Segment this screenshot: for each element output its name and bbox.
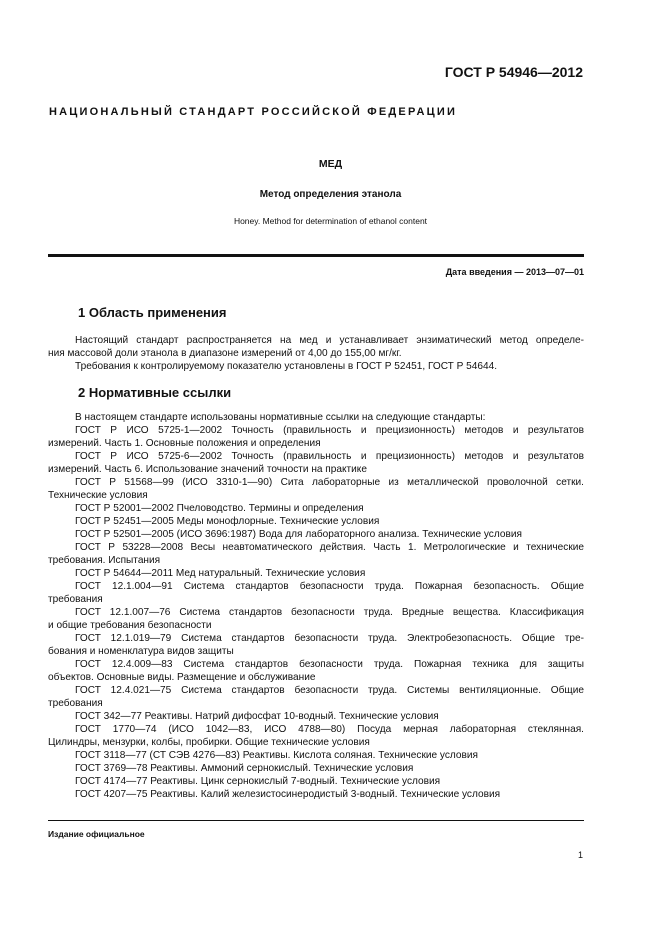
document-subtitle: Метод определения этанола <box>259 189 402 200</box>
reference-line: измерений. Часть 1. Основные положения и определения <box>48 438 321 449</box>
reference-line: объектов. Основные виды. Размещение и обслуживание <box>48 672 316 683</box>
body-line: В настоящем стандарте использованы нормативные ссылки на следующие стандарты: <box>75 412 486 423</box>
reference-line: ГОСТ Р 52501—2005 (ИСО 3696:1987) Вода для лабораторного анализа. Технические условия <box>75 529 522 540</box>
standard-header-band: НАЦИОНАЛЬНЫЙ СТАНДАРТ РОССИЙСКОЙ ФЕДЕРАЦИИ <box>49 106 458 118</box>
introduction-date: Дата введения — 2013—07—01 <box>445 267 584 277</box>
document-title: МЕД <box>318 158 343 170</box>
document-title-english: Honey. Method for determination of ethanol content <box>233 216 428 226</box>
reference-line: ГОСТ Р 53228—2008 Весы неавтоматического действия. Часть 1. Метрологические и технические <box>75 542 584 553</box>
reference-line: требования <box>48 698 103 709</box>
reference-line: требования. Испытания <box>48 555 161 566</box>
reference-line: ГОСТ 3118—77 (СТ СЭВ 4276—83) Реактивы. Кислота соляная. Технические условия <box>75 750 478 761</box>
reference-line: ГОСТ Р 54644—2011 Мед натуральный. Технические условия <box>75 568 366 579</box>
reference-line: ГОСТ 4207—75 Реактивы. Калий железистосинеродистый 3-водный. Технические условия <box>75 789 501 800</box>
reference-line: ГОСТ 12.4.009—83 Система стандартов безопасности труда. Пожарная техника для защиты <box>75 659 584 670</box>
reference-line: ГОСТ 342—77 Реактивы. Натрий дифосфат 10-водный. Технические условия <box>75 711 439 722</box>
reference-line: ГОСТ 3769—78 Реактивы. Аммоний сернокислый. Технические условия <box>75 763 414 774</box>
reference-line: и общие требования безопасности <box>48 620 212 631</box>
page-number: 1 <box>577 850 583 860</box>
header-divider <box>48 254 584 257</box>
section-1-body <box>48 334 584 373</box>
gost-code: ГОСТ Р 54946—2012 <box>444 64 583 80</box>
reference-line: ГОСТ 1770—74 (ИСО 1042—83, ИСО 4788—80) Посуда мерная лабораторная стеклянная. <box>75 724 584 735</box>
edition-note: Издание официальное <box>48 829 145 839</box>
reference-line: ГОСТ Р ИСО 5725-1—2002 Точность (правильность и прецизионность) методов и результатов <box>75 425 584 436</box>
reference-line: ГОСТ 4174—77 Реактивы. Цинк сернокислый 7-водный. Технические условия <box>75 776 441 787</box>
body-line: Настоящий стандарт распространяется на мед и устанавливает энзиматический метод определе- <box>75 335 584 346</box>
section-2-body <box>48 411 584 801</box>
body-line: Требования к контролируемому показателю установлены в ГОСТ Р 52451, ГОСТ Р 54644. <box>75 361 498 372</box>
reference-line: ГОСТ 12.1.004—91 Система стандартов безопасности труда. Пожарная безопасность. Общие <box>75 581 584 592</box>
section-2-title: 2 Нормативные ссылки <box>78 385 232 400</box>
reference-line: ГОСТ 12.4.021—75 Система стандартов безопасности труда. Системы вентиляционные. Общие <box>75 685 584 696</box>
reference-line: бования и номенклатура видов защиты <box>48 646 234 657</box>
reference-line: ГОСТ Р ИСО 5725-6—2002 Точность (правильность и прецизионность) методов и результатов <box>75 451 584 462</box>
reference-line: Цилиндры, мензурки, колбы, пробирки. Общие технические условия <box>48 737 370 748</box>
reference-line: Технические условия <box>48 490 148 501</box>
section-1-title: 1 Область применения <box>78 305 227 320</box>
reference-line: ГОСТ Р 52451—2005 Меды монофлорные. Технические условия <box>75 516 380 527</box>
reference-line: ГОСТ Р 51568—99 (ИСО 3310-1—90) Сита лабораторные из металлической проволочной сетки. <box>75 477 584 488</box>
body-line: ния массовой доли этанола в диапазоне измерений от 4,00 до 155,00 мг/кг. <box>48 348 402 359</box>
reference-line: ГОСТ 12.1.007—76 Система стандартов безопасности труда. Вредные вещества. Классификация <box>75 607 584 618</box>
reference-line: измерений. Часть 6. Использование значений точности на практике <box>48 464 367 475</box>
reference-line: ГОСТ 12.1.019—79 Система стандартов безопасности труда. Электробезопасность. Общие тре- <box>75 633 584 644</box>
reference-line: ГОСТ Р 52001—2002 Пчеловодство. Термины и определения <box>75 503 364 514</box>
footer-divider <box>48 820 584 821</box>
reference-line: требования <box>48 594 103 605</box>
